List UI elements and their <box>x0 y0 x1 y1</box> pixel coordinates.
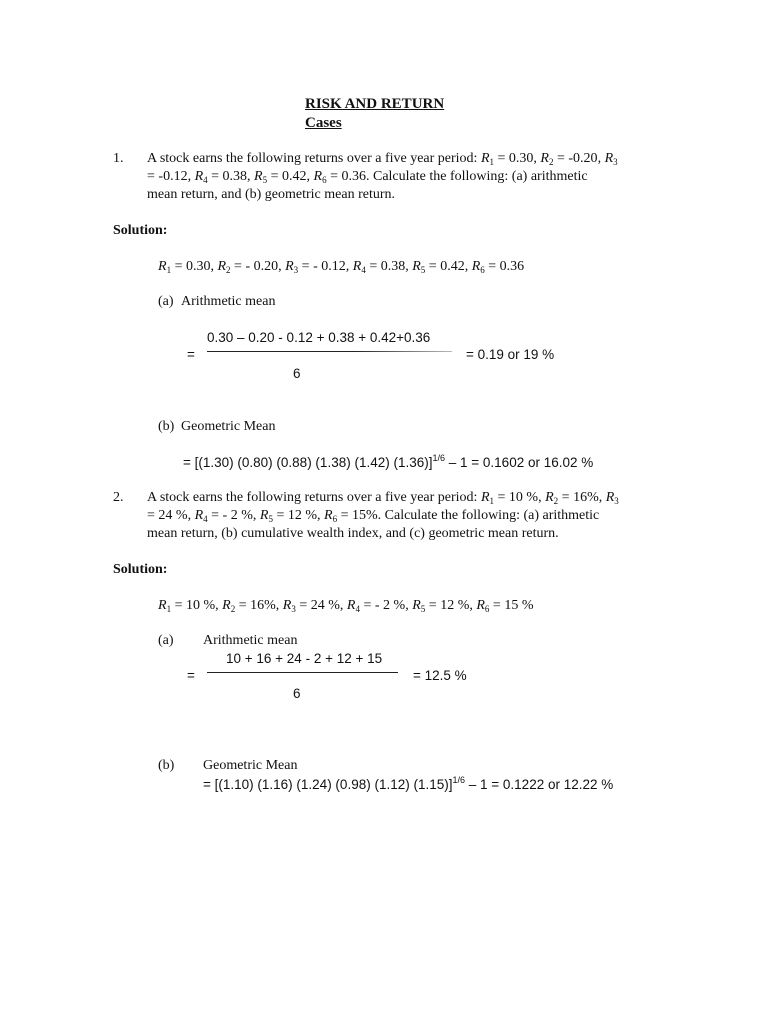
part-2a-title: Arithmetic mean <box>203 633 298 648</box>
part-1b-title: Geometric Mean <box>181 419 276 434</box>
fraction-1-bar <box>207 351 452 352</box>
question-2-line-1: A stock earns the following returns over a five year period: $R_1 = 10$ %, $R_2 = 16\%$, $R_3$ <box>147 490 619 506</box>
fraction-2-bar <box>207 672 398 673</box>
part-1a-label: (a) <box>158 294 174 309</box>
fraction-1-numerator: 0.30 – 0.20 - 0.12 + 0.38 + 0.42+0.36 <box>207 330 431 345</box>
question-1-line-1: A stock earns the following returns over a five year period: $R_1 = 0.30$, $R_2 = -0.20$, $R_3$ <box>147 151 618 167</box>
question-1-line-2: = -0.12, $R_4 = 0.38$, $R_5 = 0.42$, $R_6 = 0.36$. Calculate the following: (a) arithmetic <box>147 169 588 185</box>
result-2b: = [(1.10) (1.16) (1.24) (0.98) (1.12) (1.15)]$^{1/6}$ – 1 = 0.1222 or 12.22 % <box>203 775 614 792</box>
document-subtitle: Cases <box>305 115 342 131</box>
question-2-number: 2. <box>113 490 124 505</box>
solution-2-given: $R_1 = 10$ %, $R_2 = 16\%$, $R_3 = 24$ %, $R_4$ = - 2 %, $R_5 = 12$ %, $R_6 = 15$ % <box>158 598 534 614</box>
result-1b: = [(1.30) (0.80) (0.88) (1.38) (1.42) (1.36)]$^{1/6}$ – 1 = 0.1602 or 16.02 % <box>183 453 594 470</box>
result-1a: = 0.19 or 19 % <box>466 347 555 362</box>
question-2-line-2: = 24 %, $R_4$ = - 2 %, $R_5 = 12$ %, $R_6 = 15\%$. Calculate the following: (a) arithmetic <box>147 508 600 524</box>
part-2a-label: (a) <box>158 633 174 648</box>
fraction-1-denominator: 6 <box>293 366 301 381</box>
question-2-line-3: mean return, (b) cumulative wealth index, and (c) geometric mean return. <box>147 526 559 541</box>
part-2b-label: (b) <box>158 758 175 773</box>
part-2b-title: Geometric Mean <box>203 758 298 773</box>
solution-1-given: $R_1 = 0.30$, $R_2$ = - 0.20, $R_3$ = - 0.12, $R_4 = 0.38$, $R_5 = 0.42$, $R_6 = 0.36$ <box>158 259 525 275</box>
fraction-1-equals: = <box>187 347 195 362</box>
result-2a: = 12.5 % <box>413 668 467 683</box>
solution-1-label: Solution: <box>113 223 168 238</box>
solution-2-label: Solution: <box>113 562 168 577</box>
question-1-number: 1. <box>113 151 124 166</box>
part-1b-label: (b) <box>158 419 175 434</box>
question-1-line-3: mean return, and (b) geometric mean return. <box>147 187 396 202</box>
fraction-2-numerator: 10 + 16 + 24 - 2 + 12 + 15 <box>226 651 383 666</box>
document-title: RISK AND RETURN <box>305 96 445 112</box>
part-1a-title: Arithmetic mean <box>181 294 276 309</box>
fraction-2-denominator: 6 <box>293 686 301 701</box>
fraction-2-equals: = <box>187 668 195 683</box>
